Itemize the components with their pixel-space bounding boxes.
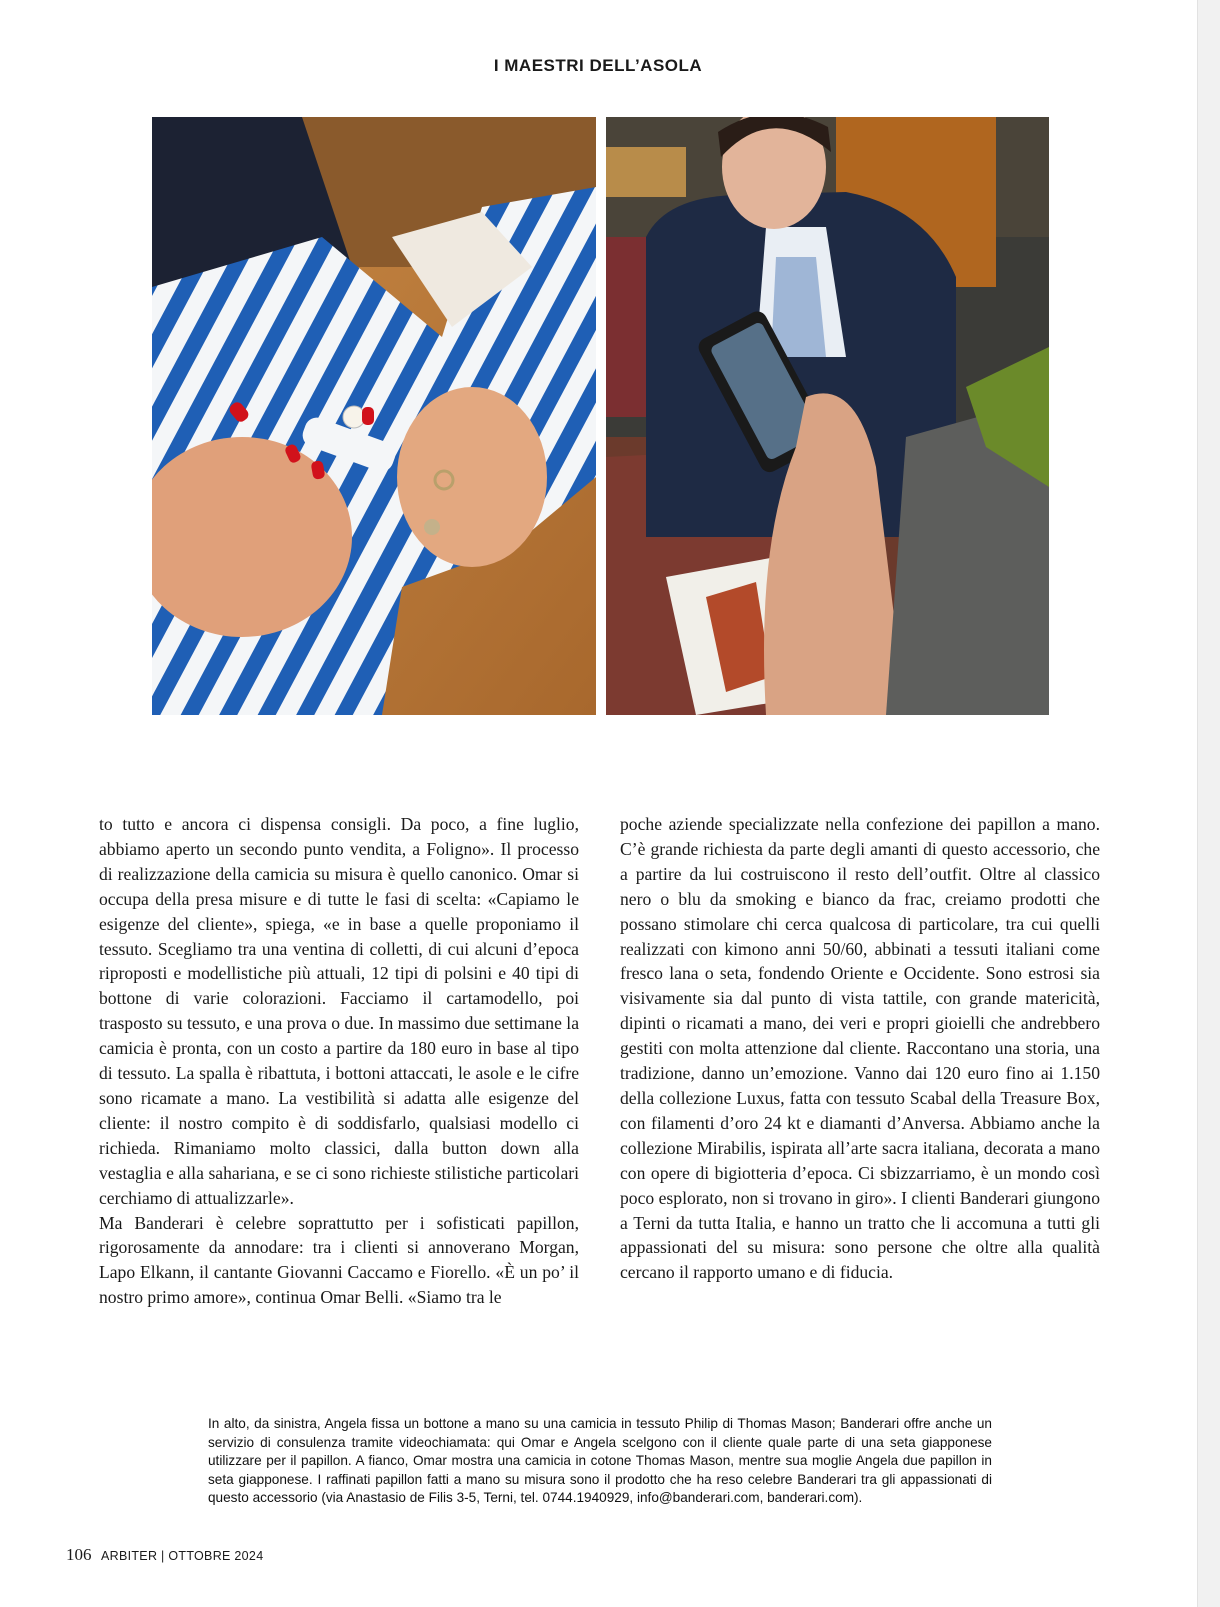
page-footer [66, 1545, 263, 1565]
body-paragraph: Ma Banderari è celebre soprattutto per i sofisticati papillon, rigorosamente da annodare: tra i clienti si annoverano Morgan, Lapo Elkann, il cantante Giovanni Caccamo e Fiorello. «È un po’ il nostro primo amore», continua Omar Belli. «Siamo tra le [99, 1212, 579, 1308]
photo-sewing-button [152, 117, 596, 715]
body-column-right [620, 812, 1100, 1285]
publication-info: ARBITER | OTTOBRE 2024 [101, 1549, 264, 1563]
section-kicker: I MAESTRI DELL’ASOLA [493, 56, 703, 75]
page-edge [1197, 0, 1220, 1607]
photo-videocall-consultation [606, 117, 1049, 715]
photo-caption: In alto, da sinistra, Angela fissa un bottone a mano su una camicia in tessuto Philip di Thomas Mason; Banderari offre anche un servizio di consulenza tramite videochiamata: qui Omar e Angela scelgono con il cliente quale parte di una seta giapponese utilizzare per il papillon. A fianco, Omar mostra una camicia in cotone Thomas Mason, mentre sua moglie Angela due papillon in seta giapponese. I raffinati papillon fatti a mano su misura sono il prodotto che ha reso celebre Banderari tra gli appassionati di questo accessorio (via Anastasio de Filis 3-5, Terni, tel. 0744.1940929, info@banderari.com, banderari.com). [208, 1416, 992, 1506]
page-number: 106 [66, 1545, 92, 1564]
body-column-left [99, 812, 579, 1310]
body-paragraph: poche aziende specializzate nella confezione dei papillon a mano. C’è grande richiesta da parte degli amanti di questo accessorio, che a partire da lui costruiscono il resto dell’outfit. Oltre al classico nero o blu da smoking e bianco da frac, creiamo prodotti che possano stimolare chi cerca qualcosa di particolare, tra cui quelli realizzati con kimono anni 50/60, abbinati a tessuti italiani come fresco lana o seta, fondendo Oriente e Occidente. Sono estrosi sia visivamente sia dal punto di vista tattile, con grande matericità, dipinti o ricamati a mano, dei veri e propri gioielli che andrebbero gestiti con molta attenzione dal cliente. Raccontano una storia, una tradizione, danno un’emozione. Vanno dai 120 euro fino ai 1.150 della collezione Luxus, fatta con tessuto Scabal della Treasure Box, con filamenti d’oro 24 kt e diamanti d’Anversa. Abbiamo anche la collezione Mirabilis, ispirata all’arte sacra italiana, decorata a mano con opere di bigiotteria d’epoca. Ci sbizzarriamo, è un mondo così poco esplorato, non si trovano in giro». I clienti Banderari giungono a Terni da tutta Italia, e hanno un tratto che li accomuna a tutti gli appassionati del su misura: sono persone che oltre alla qualità cercano il rapporto umano e di fiducia. [620, 814, 1100, 1283]
body-paragraph: to tutto e ancora ci dispensa consigli. Da poco, a fine luglio, abbiamo aperto un secondo punto vendita, a Foligno». Il processo di realizzazione della camicia su misura è quello canonico. Omar si occupa della presa misure e di tutte le fasi di scelta: «Capiamo le esigenze del cliente», spiega, «e in base a quelle proponiamo il tessuto. Scegliamo tra una ventina di colletti, di cui alcuni d’epoca riproposti e modellistiche più attuali, 12 tipi di polsini e 40 tipi di bottone di varie colorazioni. Facciamo il cartamodello, poi trasposto su tessuto, e una prova o due. In massimo due settimane la camicia è pronta, con un costo a partire da 180 euro in base al tipo di tessuto. La spalla è ribattuta, i bottoni attaccati, le asole e le cifre sono ricamate a mano. La vestibilità si adatta alle esigenze del cliente: il nostro compito è di soddisfarlo, qualsiasi modello ci richieda. Rimaniamo molto classici, dalla button down alla vestaglia e alla sahariana, e se ci sono richieste stilistiche particolari cerchiamo di attualizzarle». [99, 814, 579, 1208]
